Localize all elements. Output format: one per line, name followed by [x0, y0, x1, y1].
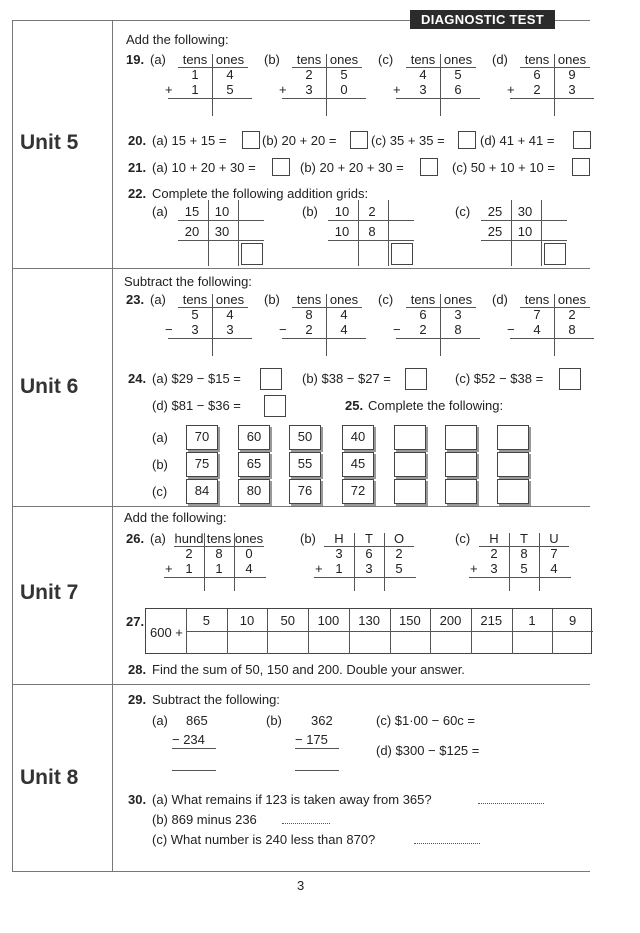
- digit: 8: [215, 546, 223, 561]
- grid-line: [358, 200, 359, 266]
- part-label: (c): [455, 531, 471, 546]
- q29-text: Subtract the following:: [152, 692, 280, 707]
- answer-line[interactable]: [414, 843, 480, 844]
- answer-box[interactable]: [272, 158, 290, 176]
- header-underline: [324, 546, 414, 547]
- answer-box[interactable]: [544, 243, 566, 265]
- q27-value: 10: [239, 613, 255, 628]
- operator: +: [165, 82, 173, 97]
- column-header: ones: [557, 292, 587, 307]
- q20d-text: (d) 41 + 41 =: [480, 133, 555, 148]
- digit: 8: [568, 322, 576, 337]
- sequence-answer-box[interactable]: [394, 452, 426, 477]
- column-divider: [354, 533, 355, 577]
- column-divider: [326, 98, 327, 116]
- question-number: 27.: [126, 614, 145, 629]
- part-label: (d): [492, 52, 508, 67]
- digit: 4: [419, 67, 427, 82]
- grid-cell: 15: [184, 204, 200, 219]
- column-header: T: [520, 531, 528, 546]
- digit: 2: [305, 67, 313, 82]
- column-divider: [539, 533, 540, 577]
- column-header: tens: [410, 52, 436, 67]
- q24a-text: (a) $29 − $15 =: [152, 371, 241, 386]
- part-label: (c): [378, 292, 394, 307]
- answer-line[interactable]: [295, 770, 339, 771]
- answer-box[interactable]: [264, 395, 286, 417]
- underline: [295, 748, 339, 749]
- column-divider: [234, 533, 235, 577]
- sequence-value: 50: [289, 425, 321, 450]
- column-header: tens: [410, 292, 436, 307]
- operator: +: [470, 561, 478, 576]
- q21b-text: (b) 20 + 20 + 30 =: [300, 160, 404, 175]
- diagnostic-test-header: DIAGNOSTIC TEST: [410, 10, 555, 29]
- question-number: 22.: [128, 186, 147, 201]
- q29d-text: (d) $300 − $125 =: [376, 743, 480, 758]
- sequence-answer-box[interactable]: [497, 479, 529, 504]
- unit-column-separator: [112, 20, 113, 872]
- column-divider: [204, 533, 205, 577]
- digit: 6: [533, 67, 541, 82]
- column-divider: [509, 577, 510, 591]
- q27-value: 130: [358, 613, 380, 628]
- digit: 3: [335, 546, 343, 561]
- sequence-answer-box[interactable]: [394, 425, 426, 450]
- q27-value: 100: [317, 613, 340, 628]
- digit: 1: [215, 561, 223, 576]
- question-number: 24.: [128, 371, 147, 386]
- digit: 3: [490, 561, 498, 576]
- part-label: (d): [492, 292, 508, 307]
- digit: 5: [520, 561, 528, 576]
- part-label: (c): [378, 52, 394, 67]
- sequence-value: 55: [289, 452, 321, 477]
- q29b-bottom: − 175: [295, 732, 328, 747]
- grid-cell: 20: [184, 224, 200, 239]
- sum-line: [168, 338, 252, 339]
- answer-line[interactable]: [172, 770, 216, 771]
- unit-label: Unit 5: [20, 131, 79, 154]
- unit-divider: [12, 268, 590, 269]
- digit: 2: [490, 546, 498, 561]
- column-header: ones: [443, 52, 473, 67]
- sequence-answer-box[interactable]: [394, 479, 426, 504]
- column-header: O: [393, 531, 405, 546]
- question-number: 30.: [128, 792, 147, 807]
- q27-value: 9: [569, 613, 577, 628]
- instruction: Add the following:: [126, 32, 229, 47]
- question-number: 28.: [128, 662, 147, 677]
- grid-cell: 10: [214, 204, 230, 219]
- digit: 2: [305, 322, 313, 337]
- q27-value: 200: [439, 613, 462, 628]
- answer-box[interactable]: [420, 158, 438, 176]
- sequence-value: 75: [186, 452, 218, 477]
- column-header: tens: [182, 292, 208, 307]
- column-header: U: [549, 531, 559, 546]
- unit-label: Unit 7: [20, 581, 79, 604]
- grid-line: [388, 200, 389, 266]
- operator: −: [279, 322, 287, 337]
- column-divider: [326, 338, 327, 356]
- operator: −: [507, 322, 515, 337]
- column-divider: [204, 577, 205, 591]
- sequence-answer-box[interactable]: [497, 425, 529, 450]
- digit: 3: [419, 82, 427, 97]
- grid-cell: 10: [517, 224, 533, 239]
- q27-answer-cell[interactable]: [553, 632, 592, 653]
- digit: 1: [191, 82, 199, 97]
- digit: 4: [340, 322, 348, 337]
- q27-answer-cell[interactable]: [391, 632, 430, 653]
- sum-line: [510, 98, 594, 99]
- question-number: 23.: [126, 292, 145, 307]
- q28-text: Find the sum of 50, 150 and 200. Double your answer.: [152, 662, 465, 677]
- sequence-answer-box[interactable]: [445, 452, 477, 477]
- digit: 0: [245, 546, 253, 561]
- sum-line: [282, 98, 366, 99]
- digit: 9: [568, 67, 576, 82]
- q27-value: 5: [202, 613, 210, 628]
- sequence-value: 45: [342, 452, 374, 477]
- column-divider: [384, 533, 385, 577]
- sequence-answer-box[interactable]: [497, 452, 529, 477]
- column-header: T: [365, 531, 373, 546]
- digit: 3: [365, 561, 373, 576]
- q24d-text: (d) $81 − $36 =: [152, 398, 241, 413]
- sum-line: [314, 577, 416, 578]
- grid-cell: 25: [487, 224, 503, 239]
- row-label: (a): [152, 430, 168, 445]
- q27-answer-cell[interactable]: [472, 632, 511, 653]
- grid-cell: 10: [334, 224, 350, 239]
- grid-cell: 8: [368, 224, 376, 239]
- operator: +: [315, 561, 323, 576]
- sequence-value: 70: [186, 425, 218, 450]
- q27-answer-cell[interactable]: [431, 632, 470, 653]
- digit: 4: [550, 561, 558, 576]
- sum-line: [396, 338, 480, 339]
- column-header: ones: [215, 292, 245, 307]
- column-header: ones: [234, 531, 264, 546]
- q27-answer-cell[interactable]: [350, 632, 389, 653]
- grid-cell: 30: [517, 204, 533, 219]
- column-divider: [539, 577, 540, 591]
- sum-line: [164, 577, 266, 578]
- grid-cell: 2: [368, 204, 376, 219]
- sum-line: [168, 98, 252, 99]
- grid-line: [178, 220, 264, 221]
- sum-line: [469, 577, 571, 578]
- digit: 6: [454, 82, 462, 97]
- question-number: 26.: [126, 531, 145, 546]
- instruction: Add the following:: [124, 510, 227, 525]
- digit: 7: [533, 307, 541, 322]
- digit: 8: [520, 546, 528, 561]
- operator: −: [165, 322, 173, 337]
- q27-answer-cell[interactable]: [309, 632, 348, 653]
- digit: 1: [185, 561, 193, 576]
- q24b-text: (b) $38 − $27 =: [302, 371, 391, 386]
- digit: 4: [340, 307, 348, 322]
- answer-box[interactable]: [458, 131, 476, 149]
- grid-line: [541, 200, 542, 266]
- sequence-value: 60: [238, 425, 270, 450]
- digit: 3: [226, 322, 234, 337]
- unit-label: Unit 8: [20, 766, 79, 789]
- digit: 5: [226, 82, 234, 97]
- column-header: tens: [182, 52, 208, 67]
- grid-line: [328, 240, 414, 241]
- q29a-top: 865: [186, 713, 208, 728]
- q27-value: 50: [280, 613, 295, 628]
- question-number: 29.: [128, 692, 147, 707]
- digit: 4: [226, 307, 234, 322]
- question-number: 25.: [345, 398, 364, 413]
- column-divider: [554, 338, 555, 356]
- column-header: H: [334, 531, 344, 546]
- q27-answer-cell[interactable]: [513, 632, 552, 653]
- digit: 2: [395, 546, 403, 561]
- column-divider: [384, 577, 385, 591]
- digit: 4: [245, 561, 253, 576]
- digit: 8: [454, 322, 462, 337]
- q29b-top: 362: [311, 713, 333, 728]
- column-divider: [212, 98, 213, 116]
- sequence-value: 84: [186, 479, 218, 504]
- answer-box[interactable]: [573, 131, 591, 149]
- column-header: H: [489, 531, 499, 546]
- grid-line: [328, 220, 414, 221]
- operator: +: [165, 561, 173, 576]
- digit: 2: [533, 82, 541, 97]
- sequence-answer-box[interactable]: [445, 479, 477, 504]
- unit-divider: [12, 506, 590, 507]
- digit: 3: [568, 82, 576, 97]
- sequence-value: 65: [238, 452, 270, 477]
- sequence-value: 40: [342, 425, 374, 450]
- q29a-bottom: − 234: [172, 732, 205, 747]
- grid-line: [208, 200, 209, 266]
- answer-box[interactable]: [405, 368, 427, 390]
- q21c-text: (c) 50 + 10 + 10 =: [452, 160, 555, 175]
- answer-line[interactable]: [282, 823, 330, 824]
- q29b-label: (b): [266, 713, 282, 728]
- digit: 4: [533, 322, 541, 337]
- column-header: ones: [329, 292, 359, 307]
- answer-box[interactable]: [559, 368, 581, 390]
- column-header: tens: [524, 52, 550, 67]
- q29c-text: (c) $1·00 − 60c =: [376, 713, 475, 728]
- grid-cell: 10: [334, 204, 350, 219]
- digit: 5: [191, 307, 199, 322]
- column-header: tens: [296, 292, 322, 307]
- answer-line[interactable]: [478, 803, 544, 804]
- column-header: tens: [206, 531, 232, 546]
- column-divider: [440, 98, 441, 116]
- grid-line: [178, 240, 264, 241]
- digit: 2: [419, 322, 427, 337]
- column-header: hund: [174, 531, 204, 546]
- q27-answer-cell[interactable]: [268, 632, 307, 653]
- answer-box[interactable]: [572, 158, 590, 176]
- column-divider: [212, 338, 213, 356]
- column-header: ones: [215, 52, 245, 67]
- column-header: tens: [524, 292, 550, 307]
- sequence-value: 76: [289, 479, 321, 504]
- q27-lead: 600 +: [150, 625, 183, 640]
- grid-cell: 30: [214, 224, 230, 239]
- digit: 1: [335, 561, 343, 576]
- grid-label: (a): [152, 204, 168, 219]
- part-label: (a): [150, 52, 166, 67]
- column-divider: [234, 577, 235, 591]
- operator: −: [393, 322, 401, 337]
- digit: 7: [550, 546, 558, 561]
- grid-label: (b): [302, 204, 318, 219]
- column-divider: [354, 577, 355, 591]
- question-number: 19.: [126, 52, 145, 67]
- column-header: tens: [296, 52, 322, 67]
- row-label: (c): [152, 484, 168, 499]
- q27-value: 150: [398, 613, 421, 628]
- part-label: (a): [150, 531, 166, 546]
- grid-line: [481, 240, 567, 241]
- sum-line: [396, 98, 480, 99]
- digit: 3: [454, 307, 462, 322]
- digit: 5: [395, 561, 403, 576]
- q21a-text: (a) 10 + 20 + 30 =: [152, 160, 256, 175]
- digit: 5: [454, 67, 462, 82]
- column-header: ones: [443, 292, 473, 307]
- q27-value: 215: [480, 613, 503, 628]
- sequence-answer-box[interactable]: [445, 425, 477, 450]
- question-number: 21.: [128, 160, 147, 175]
- question-number: 20.: [128, 133, 147, 148]
- grid-line: [238, 200, 239, 266]
- operator: +: [279, 82, 287, 97]
- page-number: 3: [297, 878, 305, 893]
- digit: 3: [191, 322, 199, 337]
- q25-text: Complete the following:: [368, 398, 504, 413]
- underline: [172, 748, 216, 749]
- sequence-value: 80: [238, 479, 270, 504]
- instruction: Subtract the following:: [124, 274, 252, 289]
- sum-line: [510, 338, 594, 339]
- q27-value: 1: [528, 613, 536, 628]
- q24c-text: (c) $52 − $38 =: [455, 371, 544, 386]
- q27-table: [145, 608, 592, 654]
- digit: 4: [226, 67, 234, 82]
- grid-line: [511, 200, 512, 266]
- column-header: ones: [557, 52, 587, 67]
- answer-box[interactable]: [260, 368, 282, 390]
- sequence-value: 72: [342, 479, 374, 504]
- column-divider: [509, 533, 510, 577]
- digit: 6: [419, 307, 427, 322]
- grid-cell: 25: [487, 204, 503, 219]
- answer-box[interactable]: [242, 131, 260, 149]
- answer-box[interactable]: [241, 243, 263, 265]
- column-divider: [440, 338, 441, 356]
- q20c-text: (c) 35 + 35 =: [371, 133, 445, 148]
- q30b-text: (b) 869 minus 236: [152, 812, 257, 827]
- q30c-text: (c) What number is 240 less than 870?: [152, 832, 376, 847]
- answer-box[interactable]: [391, 243, 413, 265]
- digit: 8: [305, 307, 313, 322]
- q29a-label: (a): [152, 713, 168, 728]
- header-underline: [174, 546, 264, 547]
- q30a-text: (a) What remains if 123 is taken away from 365?: [152, 792, 432, 807]
- digit: 0: [340, 82, 348, 97]
- answer-box[interactable]: [350, 131, 368, 149]
- part-label: (a): [150, 292, 166, 307]
- part-label: (b): [264, 292, 280, 307]
- digit: 5: [340, 67, 348, 82]
- grid-label: (c): [455, 204, 471, 219]
- column-divider: [554, 98, 555, 116]
- header-underline: [479, 546, 569, 547]
- grid-line: [481, 220, 567, 221]
- unit-label: Unit 6: [20, 375, 79, 398]
- q27-answer-cell[interactable]: [187, 632, 226, 653]
- digit: 3: [305, 82, 313, 97]
- digit: 2: [568, 307, 576, 322]
- q20a-text: (a) 15 + 15 =: [152, 133, 227, 148]
- column-header: ones: [329, 52, 359, 67]
- digit: 1: [191, 67, 199, 82]
- row-label: (b): [152, 457, 168, 472]
- digit: 2: [185, 546, 193, 561]
- q27-answer-cell[interactable]: [228, 632, 267, 653]
- q20b-text: (b) 20 + 20 =: [262, 133, 337, 148]
- operator: +: [507, 82, 515, 97]
- part-label: (b): [300, 531, 316, 546]
- unit-divider: [12, 684, 590, 685]
- q22-text: Complete the following addition grids:: [152, 186, 369, 201]
- part-label: (b): [264, 52, 280, 67]
- digit: 6: [365, 546, 373, 561]
- sum-line: [282, 338, 366, 339]
- operator: +: [393, 82, 401, 97]
